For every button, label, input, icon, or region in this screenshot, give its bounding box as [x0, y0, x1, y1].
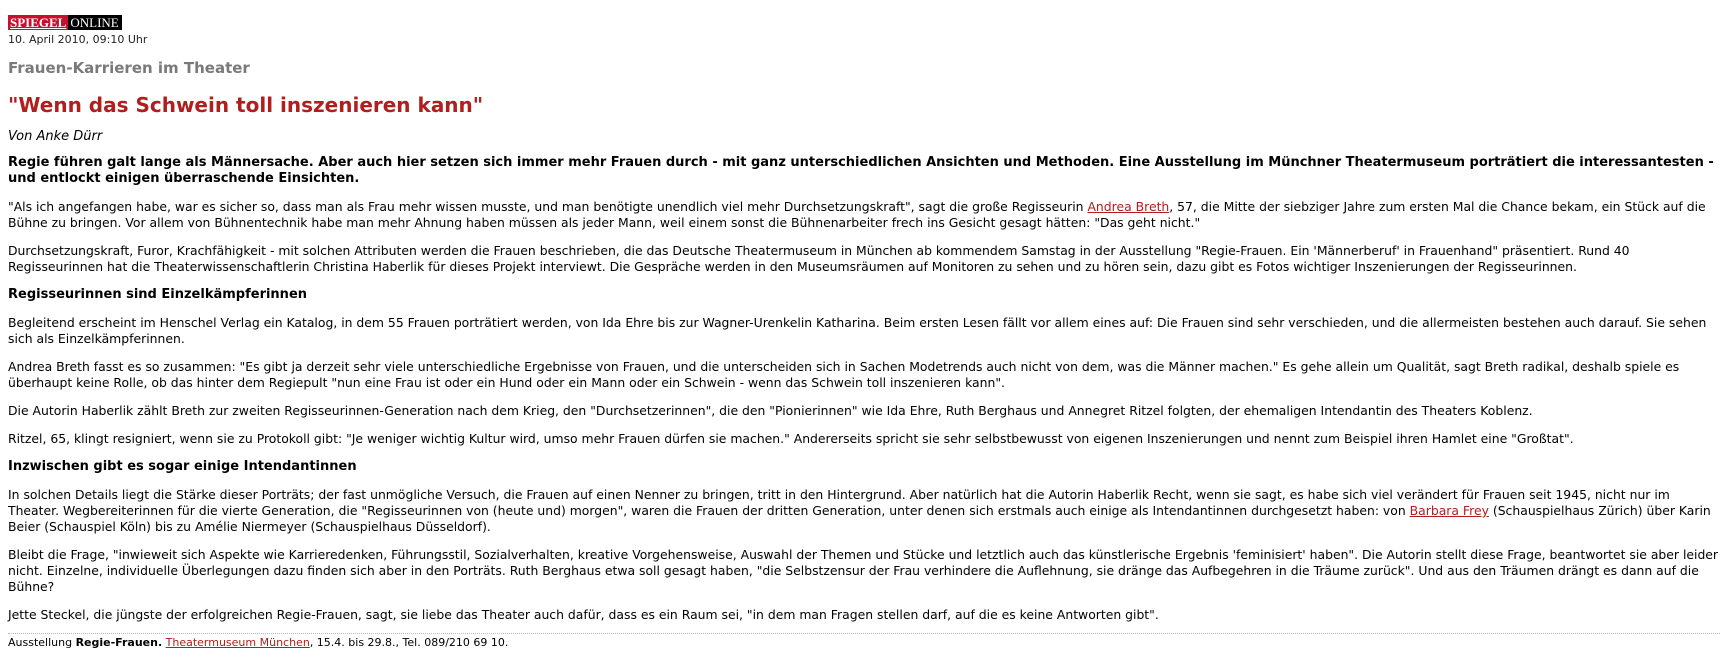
- paragraph-7-before: In solchen Details liegt die Stärke dieser Porträts; der fast unmögliche Versuch, die Frauen auf einen Nenner zu bringen, tritt in den Hintergrund. Aber natürlich hat die Autorin Haberlik Recht, wenn sie sagt, es habe sich viel verändert für Frauen seit 1945, nicht nur im Theater. Wegbereiterinnen für die vierte Generation, die "Regisseurinnen von (heute und) morgen", waren die Frauen der dritten Generation, unter denen sich erstmals auch einige als Intendantinnen durchgesetzt haben: von: [8, 487, 1670, 518]
- paragraph-2: Durchsetzungskraft, Furor, Krachfähigkeit - mit solchen Attributen werden die Frauen beschrieben, die das Deutsche Theatermuseum in München ab kommendem Samstag in der Ausstellung "Regie-Frauen. Ein 'Männerberuf' in Frauenhand" präsentiert. Rund 40 Regisseurinnen hat die Theaterwissenschaftlerin Christina Haberlik für dieses Projekt interviewt. Die Gespräche werden in den Museumsräumen auf Monitoren zu sehen und zu hören sein, dazu gibt es Fotos wichtiger Inszenierungen der Regisseurinnen.: [8, 243, 1630, 274]
- article-byline: Von Anke Dürr: [8, 129, 103, 144]
- paragraph-1-before: "Als ich angefangen habe, war es sicher so, dass man als Frau mehr wissen musste, und man benötigte unendlich viel mehr Durchsetzungskraft", sagt die große Regisseurin: [8, 199, 1088, 214]
- article-kicker: Frauen-Karrieren im Theater: [8, 59, 250, 77]
- paragraph-9: Jette Steckel, die jüngste der erfolgreichen Regie-Frauen, sagt, sie liebe das Theater auch dafür, dass es ein Raum sei, "in dem man Fragen stellen darf, auf die es keine Antworten gibt".: [8, 607, 1159, 622]
- paragraph-4: Andrea Breth fasst es so zusammen: "Es gibt ja derzeit sehr viele unterschiedliche Ergebnisse von Frauen, und die unterscheiden sich in Sachen Modetrends auch nicht von dem, was die Männer machen." Es gehe allein um Qualität, sagt Breth radikal, deshalb spiele es überhaupt keine Rolle, ob das hinter dem Regiepult "nun eine Frau ist oder ein Hund oder ein Mann oder ein Schwein - wenn das Schwein toll inszenieren kann".: [8, 359, 1680, 390]
- footer-bold: Regie-Frauen.: [75, 636, 163, 649]
- spiegel-online-logo[interactable]: [8, 15, 122, 30]
- paragraph-8: Bleibt die Frage, "inwieweit sich Aspekte wie Karrieredenken, Führungsstil, Sozialverhalten, kreative Vorgehensweise, Auswahl der Themen und Stücke und letztlich auch das künstlerische Ergebnis 'feminisiert' haben". Die Autorin stellt diese Frage, beantwortet sie aber leider nicht. Einzelne, individuelle Überlegungen dazu finden sich aber in den Porträts. Ruth Berghaus etwa soll gesagt haben, "die Selbstzensur der Frau verhindere die Auflehnung, sie dränge das Aufbegehren in die Träume zurück". Und aus den Träumen drängt es dann auf die Bühne?: [8, 547, 1719, 594]
- logo-spiegel-text: SPIEGEL: [10, 15, 67, 30]
- article-footer: [8, 636, 1720, 650]
- article-date: 10. April 2010, 09:10 Uhr: [8, 33, 148, 46]
- paragraph-1: [8, 199, 1720, 231]
- paragraph-5: Die Autorin Haberlik zählt Breth zur zweiten Regisseurinnen-Generation nach dem Krieg, den "Durchsetzerinnen", die den "Pionierinnen" wie Ida Ehre, Ruth Berghaus und Annegret Ritzel folgten, der ehemaligen Intendantin des Theaters Koblenz.: [8, 403, 1533, 418]
- subheading-2: Inzwischen gibt es sogar einige Intendantinnen: [8, 459, 357, 474]
- link-andrea-breth[interactable]: Andrea Breth: [1087, 199, 1170, 214]
- footer-prefix: Ausstellung: [8, 636, 76, 649]
- article-headline: "Wenn das Schwein toll inszenieren kann": [8, 93, 484, 117]
- link-theatermuseum[interactable]: Theatermuseum München: [165, 636, 310, 649]
- logo-online-text: ONLINE: [68, 15, 121, 30]
- link-barbara-frey[interactable]: Barbara Frey: [1409, 503, 1489, 518]
- paragraph-6: Ritzel, 65, klingt resigniert, wenn sie zu Protokoll gibt: "Je weniger wichtig Kultur wird, umso mehr Frauen dürfen sie machen." Andererseits spricht sie sehr selbstbewusst von eigenen Inszenierungen und nennt zum Beispiel ihren Hamlet eine "Großtat".: [8, 431, 1574, 446]
- footer-divider: [8, 633, 1720, 634]
- paragraph-1-after: , 57, die Mitte der siebziger Jahre zum ersten Mal die Chance bekam, ein Stück auf die Bühne zu bringen. Vor allem von Bühnentechnik habe man mehr Ahnung haben müssen als jeder Mann, weil einem sonst die Bühnenarbeiter frech ins Gesicht gesagt hätten: "Das geht nicht.": [8, 199, 1706, 230]
- subheading-1: Regisseurinnen sind Einzelkämpferinnen: [8, 287, 308, 302]
- article-intro: Regie führen galt lange als Männersache. Aber auch hier setzen sich immer mehr Frauen durch - mit ganz unterschiedlichen Ansichten und Methoden. Eine Ausstellung im Münchner Theatermuseum porträtiert die interessantesten - und entlockt einigen überraschende Einsichten.: [8, 155, 1714, 186]
- paragraph-7: [8, 487, 1720, 535]
- paragraph-3: Begleitend erscheint im Henschel Verlag ein Katalog, in dem 55 Frauen porträtiert werden, von Ida Ehre bis zur Wagner-Urenkelin Katharina. Beim ersten Lesen fällt vor allem eines auf: Die Frauen sind sehr verschieden, und die allermeisten bestehen auch darauf. Sie sehen sich als Einzelkämpferinnen.: [8, 315, 1707, 346]
- paragraph-7-after: (Schauspielhaus Zürich) über Karin Beier (Schauspiel Köln) bis zu Amélie Niermeyer (Schauspielhaus Düsseldorf).: [8, 503, 1711, 534]
- footer-suffix: , 15.4. bis 29.8., Tel. 089/210 69 10.: [309, 636, 509, 649]
